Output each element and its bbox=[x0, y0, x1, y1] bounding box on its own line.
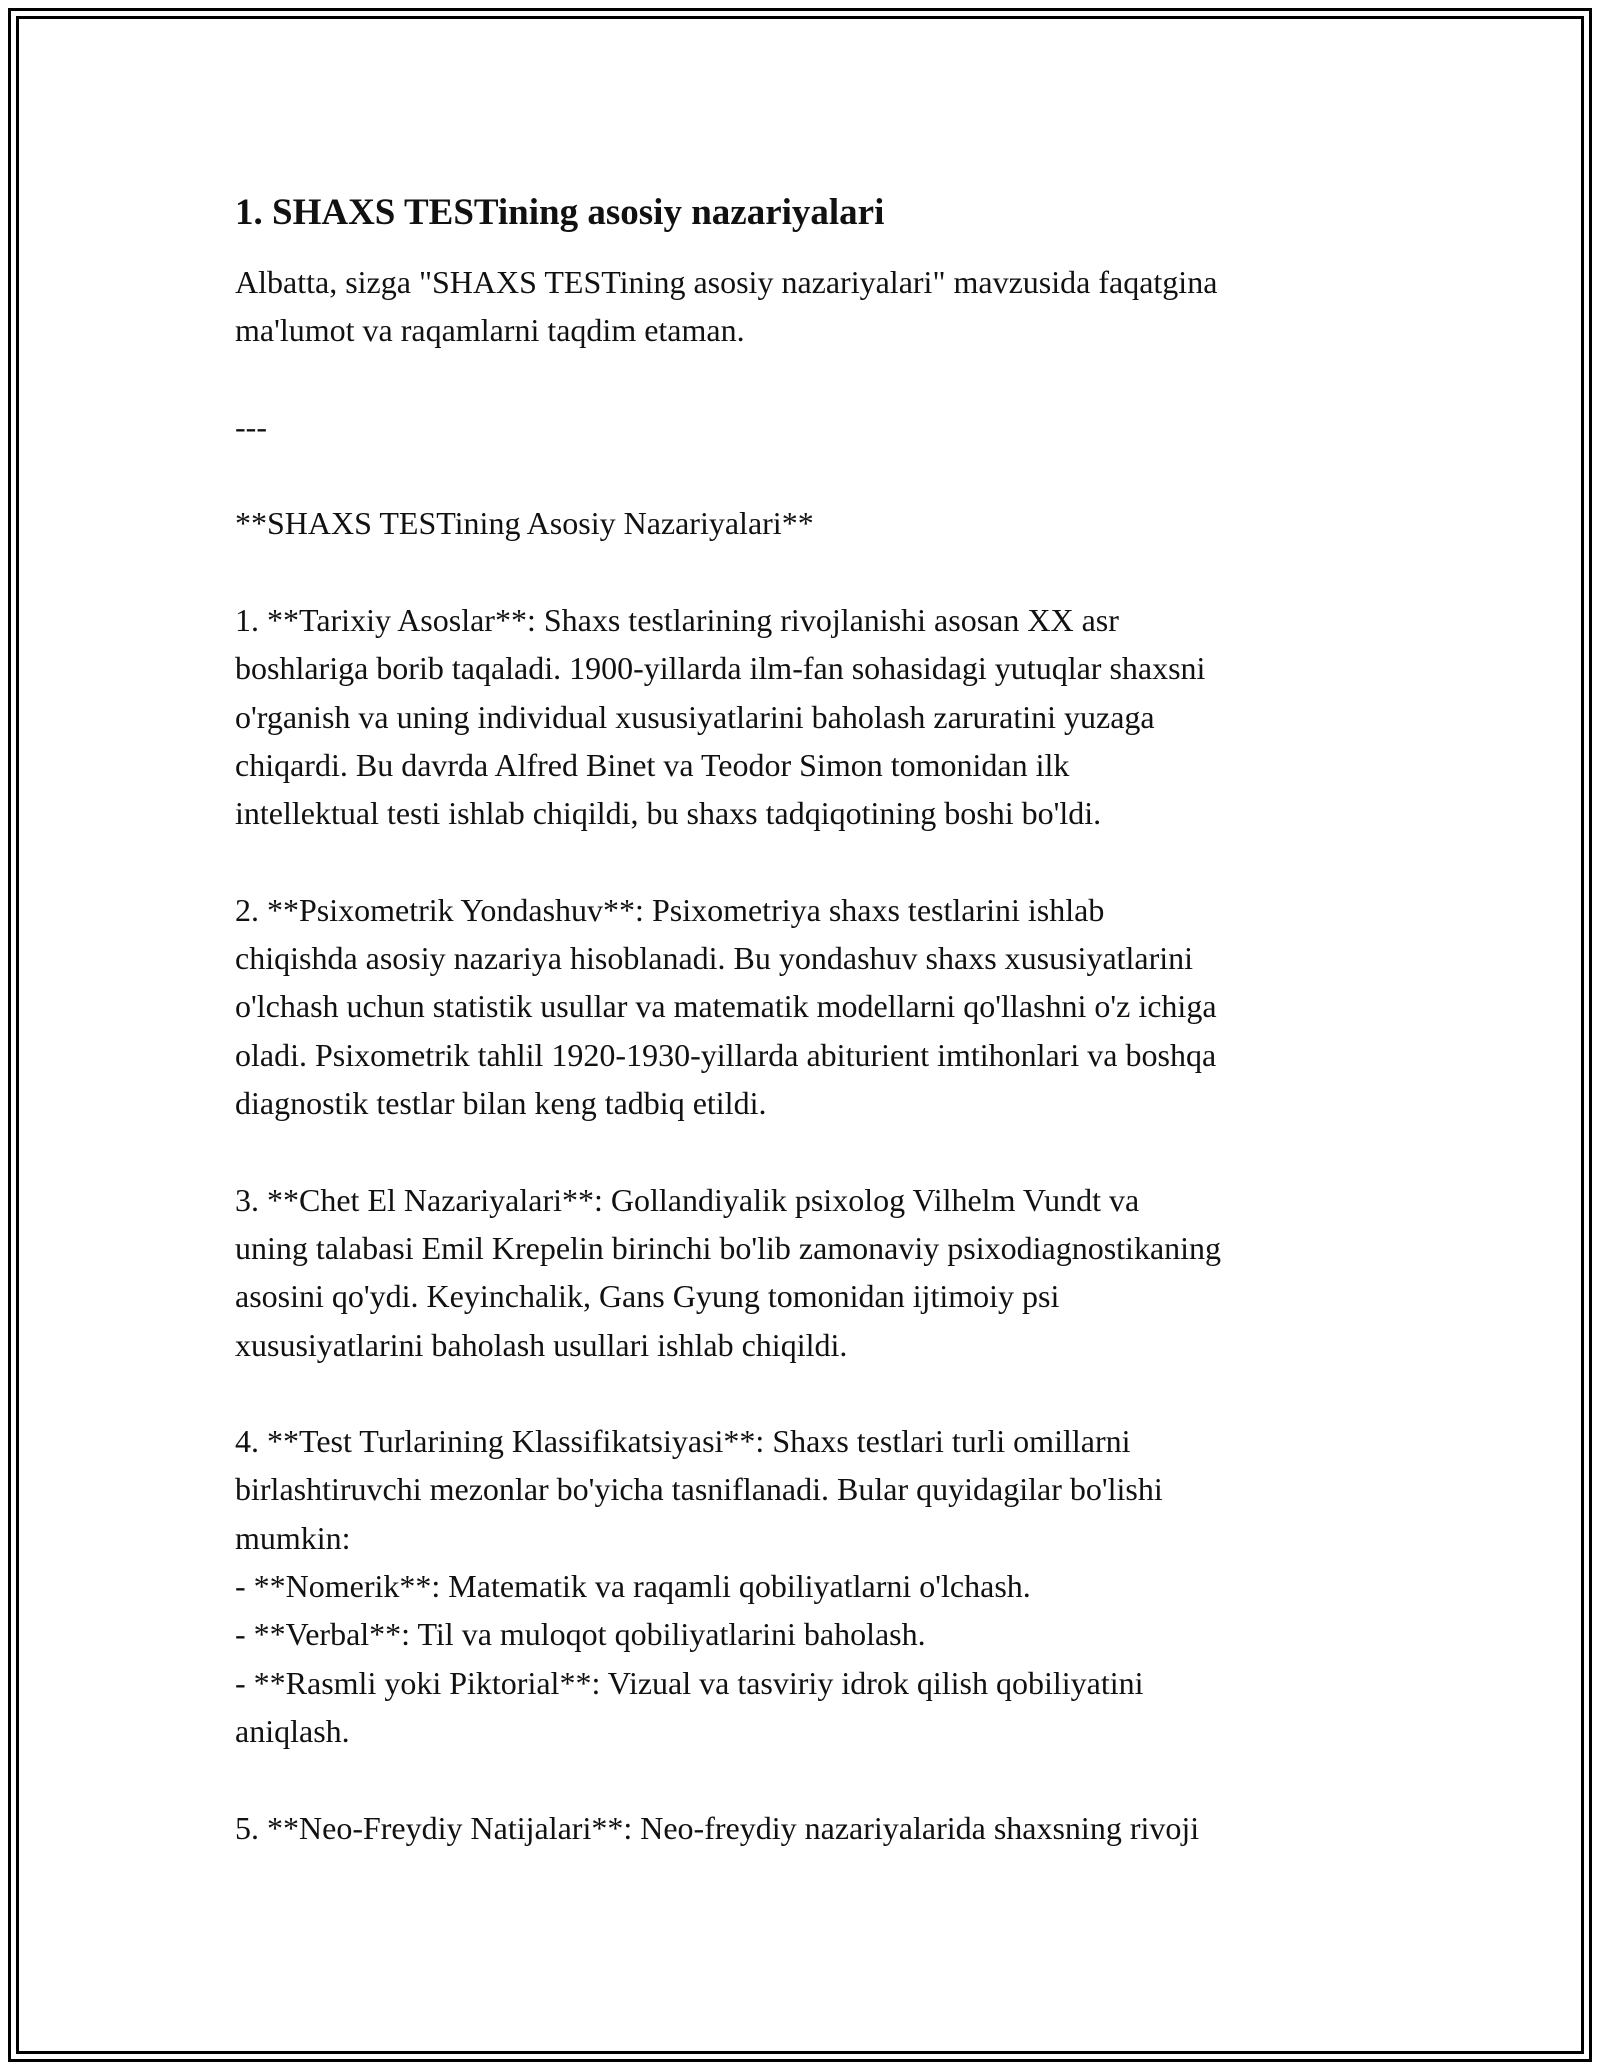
list-item-2: 2. **Psixometrik Yondashuv**: Psixometriya shaxs testlarini ishlab chiqishda asosiy nazariya hisoblanadi. Bu yondashuv shaxs xususiyatlarini o'lchash uchun statistik usullar va matematik modellarni qo'llashni o'z ichiga oladi. Psixometrik tahlil 1920-1930-yillarda abiturient imtihonlari va boshqa diagnostik testlar bilan keng tadbiq etildi. bbox=[235, 891, 1217, 1122]
separator-line: --- bbox=[235, 408, 267, 445]
spacer bbox=[235, 355, 1375, 403]
section-subheading: **SHAXS TESTining Asosiy Nazariyalari** bbox=[235, 505, 814, 542]
spacer bbox=[235, 451, 1375, 499]
spacer bbox=[235, 548, 1375, 596]
spacer bbox=[235, 838, 1375, 886]
spacer bbox=[235, 1755, 1375, 1803]
list-item-5: 5. **Neo-Freydiy Natijalari**: Neo-freydiy nazariyalarida shaxsning rivoji bbox=[235, 1809, 1200, 1846]
spacer bbox=[235, 1127, 1375, 1175]
document-body bbox=[235, 258, 1375, 1852]
document-title: 1. SHAXS TESTining asosiy nazariyalari bbox=[235, 192, 885, 233]
document-page bbox=[235, 188, 1375, 1852]
spacer bbox=[235, 1369, 1375, 1417]
intro-paragraph: Albatta, sizga "SHAXS TESTining asosiy nazariyalari" mavzusida faqatgina ma'lumot va raqamlarni taqdim etaman. bbox=[235, 264, 1218, 349]
list-item-3: 3. **Chet El Nazariyalari**: Gollandiyalik psixolog Vilhelm Vundt va uning talabasi Emil Krepelin birinchi bo'lib zamonaviy psixodiagnostikaning asosini qo'ydi. Keyinchalik, Gans Gyung tomonidan ijtimoiy psi xususiyatlarini baholash usullari ishlab chiqildi. bbox=[235, 1181, 1222, 1363]
list-item-4: 4. **Test Turlarining Klassifikatsiyasi**: Shaxs testlari turli omillarni birlashtiruvchi mezonlar bo'yicha tasniflanadi. Bular quyidagilar bo'lishi mumkin: - **Nomerik**: Matematik va raqamli qobiliyatlarni o'lchash. - **Verbal**: Til va muloqot qobiliyatlarini baholash. - **Rasmli yoki Piktorial**: Vizual va tasviriy idrok qilish qobiliyatini aniqlash. bbox=[235, 1423, 1163, 1749]
list-item-1: 1. **Tarixiy Asoslar**: Shaxs testlarining rivojlanishi asosan XX asr boshlariga borib taqaladi. 1900-yillarda ilm-fan sohasidagi yutuqlar shaxsni o'rganish va uning individual xususiyatlarini baholash zaruratini yuzaga chiqardi. Bu davrda Alfred Binet va Teodor Simon tomonidan ilk intellektual testi ishlab chiqildi, bu shaxs tadqiqotining boshi bo'ldi. bbox=[235, 602, 1206, 832]
